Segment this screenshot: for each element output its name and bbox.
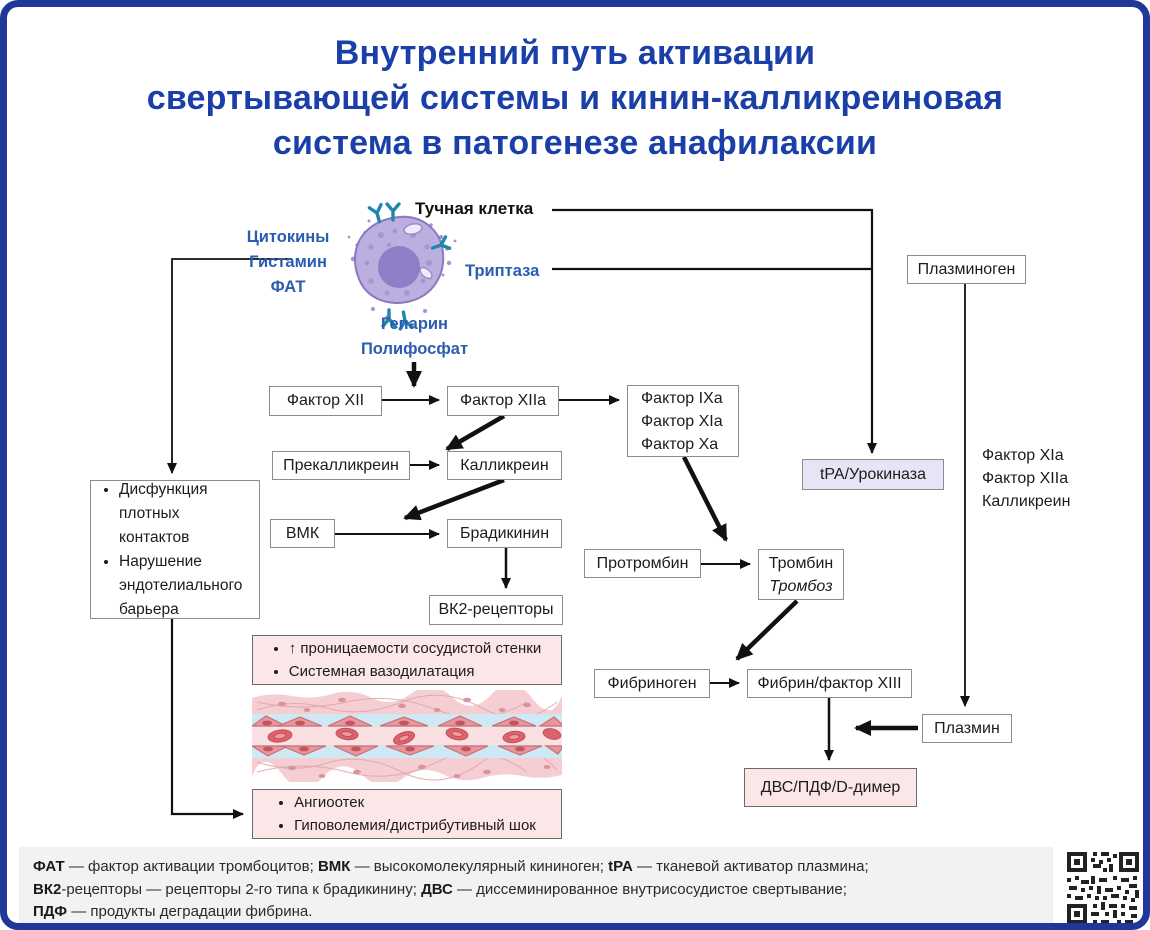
node-plasminogen-label: Плазминоген	[917, 260, 1016, 278]
node-dic-fdp-ddimer-label: ДВС/ПДФ/D-димер	[760, 778, 901, 796]
dysfunction-list	[91, 478, 259, 622]
node-plasmin	[922, 714, 1012, 743]
node-clinical-outcomes	[252, 789, 562, 839]
mast-cell-label: Тучная клетка	[415, 199, 534, 218]
mediator-cytokines: Цитокины	[246, 228, 330, 246]
node-prekallikrein	[272, 451, 410, 480]
blood-vessel-illustration	[252, 690, 562, 782]
node-endothelial-dysfunction	[90, 480, 260, 619]
vascular-effect-1: • ↑ проницаемости сосудистой стенки	[289, 637, 542, 660]
activator-factor-xiia: Фактор XIIa	[982, 470, 1069, 487]
mediator-polyphosphate: Полифосфат	[360, 340, 469, 358]
qr-code	[1065, 850, 1141, 926]
active-factor-xa: Фактор Xa	[641, 435, 719, 453]
activator-kallikrein: Калликреин	[982, 493, 1071, 510]
title-line-2: свертывающей системы и кинин-калликреиновая	[146, 79, 1004, 117]
outcome-hypovolemia: • Гиповолемия/дистрибутивный шок	[294, 814, 536, 837]
active-factor-xia: Фактор XIa	[641, 412, 723, 430]
tryptase-label: Триптаза	[465, 262, 540, 280]
legend-term-tpa: tPA	[608, 858, 633, 875]
dysfunction-item-1: • Дисфункция плотных контактов	[119, 478, 253, 550]
node-kallikrein-label: Калликреин	[460, 456, 549, 474]
node-fibrinogen	[594, 669, 710, 698]
node-fibrin-factor-xiii	[747, 669, 912, 698]
outcomes-list	[270, 791, 544, 837]
bottom-mediators-label	[352, 312, 477, 362]
node-fibrin-factor-xiii-label: Фибрин/фактор XIII	[757, 674, 902, 692]
page-title	[7, 31, 1143, 166]
node-thrombin	[758, 549, 844, 600]
node-factor-xiia-label: Фактор XIIa	[459, 392, 547, 409]
node-factor-xii	[269, 386, 382, 416]
title-line-3: система в патогенезе анафилаксии	[272, 124, 878, 162]
title-line-1: Внутренний путь активации	[334, 34, 816, 72]
node-thrombin-label: Тромбин	[768, 554, 834, 572]
legend-term-vmk: ВМК	[317, 858, 351, 875]
activator-factor-xia: Фактор XIa	[982, 447, 1064, 464]
node-plasmin-label: Плазмин	[934, 719, 1000, 737]
legend-line-3	[33, 901, 1039, 924]
legend-term-bk2: ВК2	[33, 880, 62, 898]
mediator-histamine: Гистамин	[249, 253, 327, 271]
legend-def-dvs: — диссеминированное внутрисосудистое свертывание;	[452, 880, 847, 898]
node-thrombosis-label: Тромбоз	[769, 577, 833, 595]
vascular-effects-list	[265, 637, 550, 683]
left-mediators-label	[232, 225, 344, 300]
legend-line-1	[33, 856, 1039, 879]
mediator-paf: ФАТ	[270, 278, 306, 296]
node-tpa-urokinase	[802, 459, 944, 490]
node-dic-fdp-ddimer	[744, 768, 917, 807]
node-bk2-receptors	[429, 595, 563, 625]
mediator-heparin: Гепарин	[380, 315, 449, 333]
abbreviations-legend	[19, 847, 1053, 929]
legend-term-dvs: ДВС	[421, 880, 453, 898]
legend-term-pdf: ПДФ	[33, 903, 68, 920]
outcome-angioedema: • Ангиоотек	[294, 791, 536, 814]
node-plasminogen	[907, 255, 1026, 284]
active-factor-ixa: Фактор IXa	[641, 389, 723, 407]
node-prekallikrein-label: Прекалликреин	[283, 456, 399, 474]
node-prothrombin	[584, 549, 701, 578]
node-hmwk	[270, 519, 335, 548]
legend-def-tpa: — тканевой активатор плазмина;	[632, 858, 869, 875]
node-factor-xiia	[447, 386, 559, 416]
plasmin-activators-list	[982, 444, 1112, 513]
node-bradykinin	[447, 519, 562, 548]
node-fibrinogen-label: Фибриноген	[607, 674, 697, 692]
legend-line-2	[33, 879, 1039, 902]
vascular-effect-2: • Системная вазодилатация	[289, 660, 542, 683]
node-bradykinin-label: Брадикинин	[459, 524, 550, 542]
legend-term-fat: ФАТ	[33, 858, 65, 875]
node-bk2-receptors-label: ВК2-рецепторы	[438, 601, 554, 618]
node-kallikrein	[447, 451, 562, 480]
legend-def-vmk: — высокомолекулярный кининоген;	[350, 858, 609, 875]
node-vascular-effects	[252, 635, 562, 685]
node-factor-xii-label: Фактор XII	[286, 392, 365, 409]
legend-def-fat: — фактор активации тромбоцитов;	[64, 858, 318, 875]
legend-def-pdf: — продукты деградации фибрина.	[67, 903, 313, 920]
node-prothrombin-label: Протромбин	[596, 554, 689, 572]
node-hmwk-label: ВМК	[285, 524, 320, 542]
node-active-factors	[627, 385, 739, 457]
dysfunction-item-2: • Нарушение эндотелиального барьера	[119, 550, 253, 622]
node-tpa-urokinase-label: tPA/Урокиназа	[819, 465, 926, 483]
legend-def-bk2: -рецепторы — рецепторы 2-го типа к брадикинину;	[61, 880, 422, 898]
